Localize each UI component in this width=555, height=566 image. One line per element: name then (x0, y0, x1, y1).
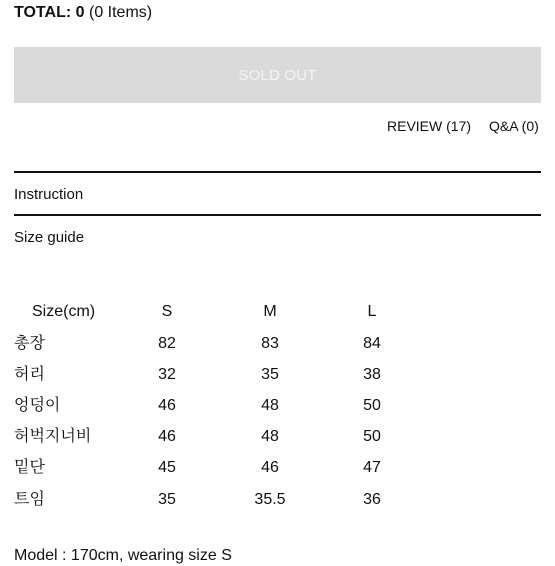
total-count: 0 (75, 4, 85, 21)
size-table-row-label: 밑단 (14, 459, 45, 476)
size-table-cell: 48 (261, 397, 279, 414)
size-table-cell: 32 (158, 366, 176, 383)
size-table-cell: 35 (158, 491, 176, 508)
size-table-header: Size(cm) (32, 303, 96, 320)
size-table-cell: 45 (158, 459, 176, 476)
total-items: (0 Items) (88, 4, 153, 21)
size-table-cell: 82 (158, 335, 176, 352)
size-table-cell: 84 (363, 335, 381, 352)
size-table-cell: 38 (363, 366, 381, 383)
section-divider (14, 171, 541, 173)
size-table-row-label: 허리 (14, 366, 45, 383)
size-table-cell: 46 (261, 459, 279, 476)
size-table-row-label: 총장 (14, 335, 45, 352)
size-table-cell: 46 (158, 397, 176, 414)
instruction-heading[interactable]: Instruction (14, 186, 84, 203)
qa-tab[interactable]: Q&A (0) (489, 118, 539, 134)
size-table-cell: 36 (363, 491, 381, 508)
size-table-cell: 48 (261, 428, 279, 445)
size-table-cell: 47 (363, 459, 381, 476)
total-label: TOTAL: (14, 4, 72, 21)
size-table-header: L (367, 303, 377, 320)
size-table-header: M (263, 303, 277, 320)
size-table-row-label: 허벅지너비 (14, 428, 92, 445)
size-guide-heading: Size guide (14, 229, 85, 246)
size-table-cell: 35 (261, 366, 279, 383)
review-tab[interactable]: REVIEW (17) (387, 118, 472, 134)
size-table-cell: 83 (261, 335, 279, 352)
size-table-row-label: 트임 (14, 491, 45, 508)
size-table-cell: 50 (363, 428, 381, 445)
size-table-header: S (161, 303, 173, 320)
size-table-cell: 35.5 (254, 491, 286, 508)
size-table-row-label: 엉덩이 (14, 397, 61, 414)
order-total (14, 2, 152, 24)
size-table-cell: 46 (158, 428, 176, 445)
section-divider (14, 214, 541, 216)
size-table-cell: 50 (363, 397, 381, 414)
sold-out-button[interactable]: SOLD OUT (14, 47, 541, 103)
model-footnote: Model : 170cm, wearing size S (14, 547, 232, 564)
